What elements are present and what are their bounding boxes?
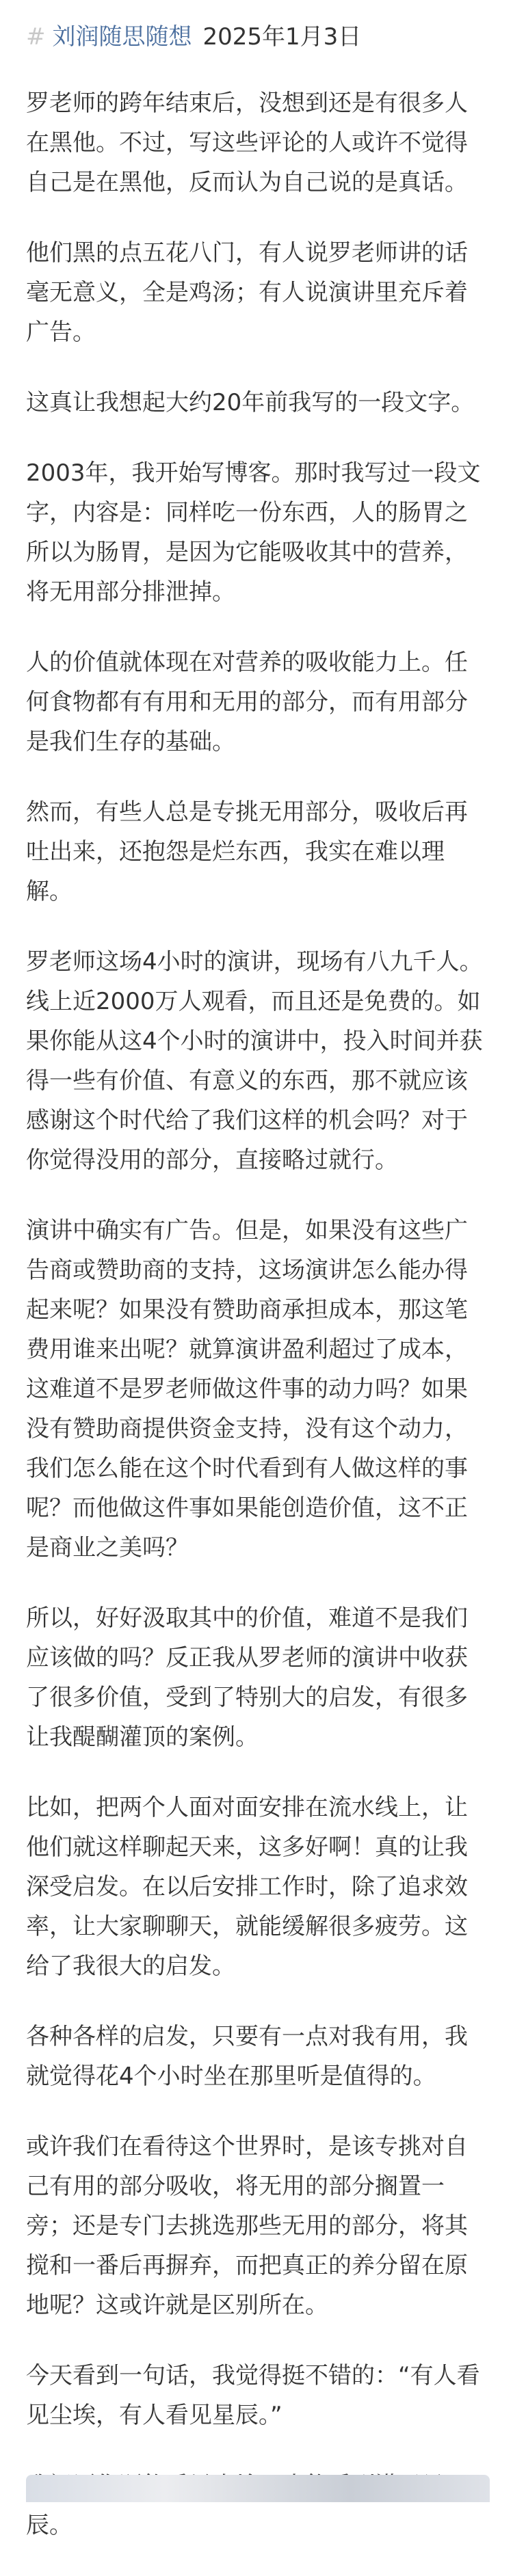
- paragraph-2: 他们黑的点五花八门，有人说罗老师讲的话毫无意义，全是鸡汤；有人说演讲里充斥着广告。: [26, 239, 468, 346]
- paragraph-9: 所以，好好汲取其中的价值，难道不是我们应该做的吗？反正我从罗老师的演讲中收获了很多价值，受到了特别大的启发，有很多让我醍醐灌顶的案例。: [26, 1605, 468, 1751]
- attached-image-preview[interactable]: [26, 2475, 490, 2502]
- paragraph-13: 今天看到一句话，我觉得挺不错的：“有人看见尘埃，有人看见星辰。”: [26, 2362, 480, 2429]
- post-date: 2025年1月3日: [202, 23, 362, 51]
- topic-link[interactable]: 刘润随思随想: [52, 23, 192, 51]
- paragraph-1: 罗老师的跨年结束后，没想到还是有很多人在黑他。不过，写这些评论的人或许不觉得自己是在黑他，反而认为自己说的是真话。: [26, 90, 468, 196]
- paragraph-14: 辰。: [26, 2512, 73, 2539]
- paragraph-7: 罗老师这场4小时的演讲，现场有八九千人。线上近2000万人观看，而且还是免费的。如果你能从这4个小时的演讲中，投入时间并获得一些有价值、有意义的东西，那不就应该感谢这个时代给了我们这样的机会吗？对于你觉得没用的部分，直接略过就行。: [26, 948, 483, 1174]
- paragraph-11: 各种各样的启发，只要有一点对我有用，我就觉得花4个小时坐在那里听是值得的。: [26, 2023, 468, 2090]
- paragraph-12: 或许我们在看待这个世界时，是该专挑对自己有用的部分吸收，将无用的部分搁置一旁；还是专门去挑选那些无用的部分，将其搅和一番后再摒弃，而把真正的养分留在原地呢？这或许就是区别所在。: [26, 2133, 468, 2319]
- paragraph-10: 比如，把两个人面对面安排在流水线上，让他们就这样聊起天来，这多好啊！真的让我深受启发。在以后安排工作时，除了追求效率，让大家聊聊天，就能缓解很多疲劳。这给了我很大的启发。: [26, 1794, 468, 1980]
- paragraph-5: 人的价值就体现在对营养的吸收能力上。任何食物都有有用和无用的部分，而有用部分是我们生存的基础。: [26, 649, 468, 755]
- post-header: [26, 21, 361, 53]
- paragraph-4: 2003年，我开始写博客。那时我写过一段文字，内容是：同样吃一份东西，人的肠胃之所以为肠胃，是因为它能吸收其中的营养，将无用部分排泄掉。: [26, 459, 481, 606]
- article-body: [26, 83, 490, 2576]
- paragraph-6: 然而，有些人总是专挑无用部分，吸收后再吐出来，还抱怨是烂东西，我实在难以理解。: [26, 799, 468, 905]
- hashtag-icon: #: [26, 23, 46, 51]
- paragraph-8: 演讲中确实有广告。但是，如果没有这些广告商或赞助商的支持，这场演讲怎么能办得起来呢？如果没有赞助商承担成本，那这笔费用谁来出呢？就算演讲盈利超过了成本，这难道不是罗老师做这件事的动力吗？如果没有赞助商提供资金支持，没有这个动力，我们怎么能在这个时代看到有人做这样的事呢？而他做这件事如果能创造价值，这不正是商业之美吗？: [26, 1217, 468, 1561]
- paragraph-3: 这真让我想起大约20年前我写的一段文字。: [26, 389, 475, 416]
